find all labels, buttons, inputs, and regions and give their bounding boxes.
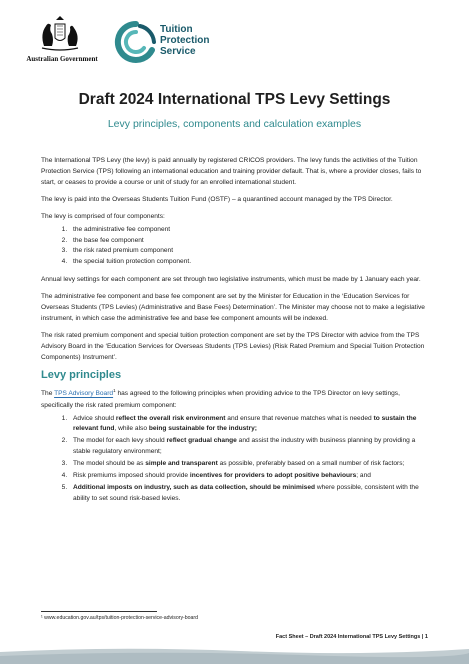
ostf-paragraph: The levy is paid into the Overseas Students Tuition Fund (OSTF) – a quarantined account managed by the TPS Director.: [41, 196, 393, 203]
list-item: 4. Risk premiums imposed should provide incentives for providers to adopt positive behaviours; and: [69, 471, 433, 482]
settings-paragraph: Annual levy settings for each component are set through two legislative instruments, which must be made by 1 January each year.: [41, 276, 421, 284]
components-intro: The levy is comprised of four components:: [41, 213, 165, 220]
footnote: ¹ www.education.gov.au/tps/tuition-protection-service-advisory-board: [41, 615, 199, 621]
director-paragraph: The risk rated premium component and special tuition protection component are set by the TPS Director with advice from the TPS Advisory Board in the ‘Education Services for Overseas Students (TPS Levies) (Risk Rated Premium and Special Tuition Protection Components) Instrument’.: [41, 332, 425, 362]
gov-logo-text: Australian Government: [26, 55, 98, 63]
tps-logo: [114, 20, 224, 64]
document-body: [41, 155, 433, 511]
australian-government-logo: [22, 16, 102, 66]
principles-intro: The TPS Advisory Board$^1$ has agreed to the following principles when providing advice to the TPS Director on levy settings, specifically the risk rated premium component:: [41, 388, 400, 409]
list-item: 5. Additional imposts on industry, such as data collection, should be minimised where possible, consistent with the ability to set sound risk-based levies.: [69, 483, 433, 504]
list-item: 1. the administrative fee component: [69, 225, 433, 236]
list-item: 1. Advice should reflect the overall risk environment and ensure that revenue matches what is needed to sustain the relevant fund, while also being sustainable for the industry;: [69, 414, 433, 435]
minister-paragraph: The administrative fee component and base fee component are set by the Minister for Education in the ‘Education Services for Overseas Students (TPS Levies) (Administrative and Base Fees) Determination’. The Minister may choose not to make a legislative instrument, in which case the administrative fee and base fee component amounts will be indexed.: [41, 293, 425, 323]
list-item: 3. the risk rated premium component: [69, 246, 433, 257]
footnote-divider: [41, 611, 157, 612]
page-title: Draft 2024 International TPS Levy Settings: [78, 91, 391, 108]
principles-list: [41, 414, 433, 505]
intro-paragraph: The International TPS Levy (the levy) is paid annually by registered CRICOS providers. The levy funds the activities of the Tuition Protection Service (TPS) following an international education and training provider default. That is, where a provider closes, fails to start, or ceases to provide a course or unit of study for an enrolled international student.: [41, 157, 422, 186]
tps-advisory-board-link[interactable]: TPS Advisory Board: [54, 390, 114, 398]
list-item: 4. the special tuition protection component.: [69, 257, 433, 268]
tps-logo-icon: [114, 20, 158, 64]
footnote-ref: 1: [113, 388, 116, 394]
levy-principles-heading: Levy principles: [41, 369, 122, 382]
footer-band: [0, 644, 469, 664]
components-list: [41, 225, 433, 267]
tps-logo-text: Tuition Protection Service: [160, 24, 210, 57]
page-subtitle: Levy principles, components and calculation examples: [107, 118, 362, 130]
list-item: 3. The model should be as simple and transparent as possible, preferably based on a small number of risk factors;: [69, 459, 433, 470]
coat-of-arms-icon: [36, 16, 84, 54]
list-item: 2. The model for each levy should reflect gradual change and assist the industry with business planning by providing a stable regulatory environment;: [69, 436, 433, 457]
page-footer: Fact Sheet – Draft 2024 International TPS Levy Settings | 1: [275, 634, 428, 640]
list-item: 2. the base fee component: [69, 236, 433, 247]
